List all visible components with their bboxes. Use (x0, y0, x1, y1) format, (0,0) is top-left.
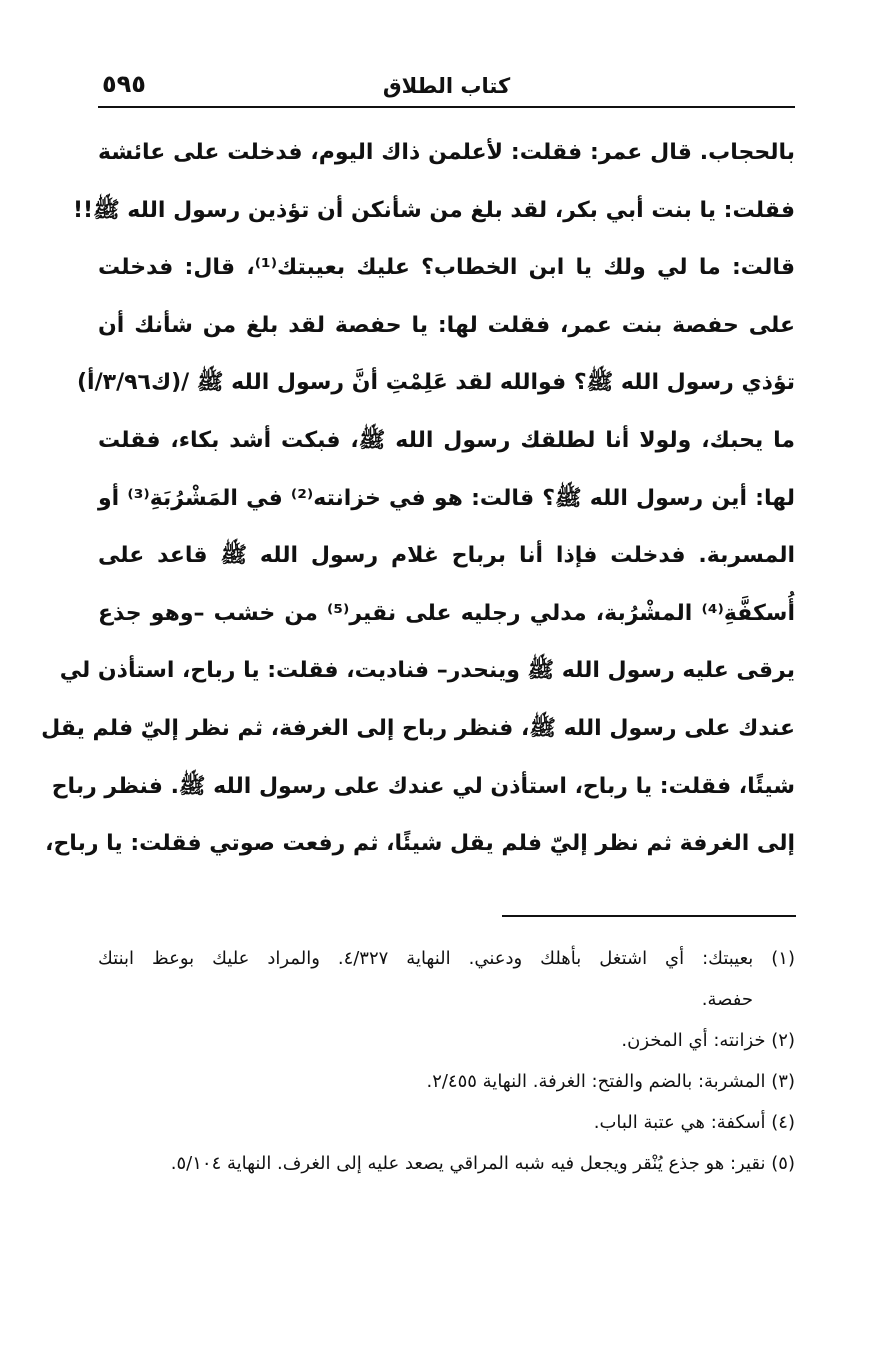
text-line: تؤذي رسول الله ﷺ؟ فوالله لقد عَلِمْتِ أنَّ رسول الله ﷺ /(ك٣/٩٦/أ) (77, 370, 795, 396)
footnote-1: (١) بعيبتك: أي اشتغل بأهلك ودعني. النهاية ٤/٣٢٧. والمراد عليك بوعظ ابنتك (98, 948, 795, 969)
text-line: فقلت: يا بنت أبي بكر، لقد بلغ من شأنكن أن تؤذين رسول الله ﷺ!! (73, 197, 795, 223)
text-line: أُسكفَّةِ⁽⁴⁾ المشْرُبة، مدلي رجليه على نقير⁽⁵⁾ من خشب –وهو جذع (98, 600, 795, 626)
text-line: المسربة. فدخلت فإذا أنا برباح غلام رسول الله ﷺ قاعد على (98, 543, 795, 569)
footnotes (98, 938, 795, 1184)
footnote-separator (502, 915, 796, 917)
text-line: شيئًا، فقلت: يا رباح، استأذن لي عندك على رسول الله ﷺ. فنظر رباح (51, 773, 795, 799)
footnote-5: (٥) نقير: هو جذع يُنْقر ويجعل فيه شبه المراقي يصعد عليه إلى الغرف. النهاية ٥/١٠٤. (170, 1153, 795, 1174)
text-line: قالت: ما لي ولك يا ابن الخطاب؟ عليك بعيبتك⁽¹⁾، قال: فدخلت (98, 255, 795, 281)
header-title: كتاب الطلاق (382, 74, 511, 98)
footnote-3: (٣) المشربة: بالضم والفتح: الغرفة. النهاية ٢/٤٥٥. (426, 1071, 795, 1092)
text-line: يرقى عليه رسول الله ﷺ وينحدر– فناديت، فقلت: يا رباح، استأذن لي (59, 658, 795, 684)
main-text (41, 124, 795, 873)
page-number: ٥٩٥ (102, 70, 146, 98)
text-line: لها: أين رسول الله ﷺ؟ قالت: هو في خزانته⁽²⁾ في المَشْرُبَةِ⁽³⁾ أو (98, 485, 795, 511)
text-line: ما يحبك، ولولا أنا لطلقك رسول الله ﷺ، فبكت أشد بكاء، فقلت (98, 427, 795, 453)
text-line: إلى الغرفة ثم نظر إليّ فلم يقل شيئًا، ثم رفعت صوتي فقلت: يا رباح، (45, 831, 795, 857)
footnote-2: (٢) خزانته: أي المخزن. (621, 1030, 795, 1051)
footnote-4: (٤) أسكفة: هي عتبة الباب. (593, 1112, 795, 1133)
header-rule (98, 106, 795, 108)
text-line: على حفصة بنت عمر، فقلت لها: يا حفصة لقد بلغ من شأنك أن (98, 312, 795, 338)
text-line: عندك على رسول الله ﷺ، فنظر رباح إلى الغرفة، ثم نظر إليّ فلم يقل (41, 715, 795, 741)
text-line: بالحجاب. قال عمر: فقلت: لأعلمن ذاك اليوم، فدخلت على عائشة (98, 140, 795, 165)
running-header (98, 68, 795, 108)
footnote-1-continuation: حفصة. (701, 989, 753, 1010)
